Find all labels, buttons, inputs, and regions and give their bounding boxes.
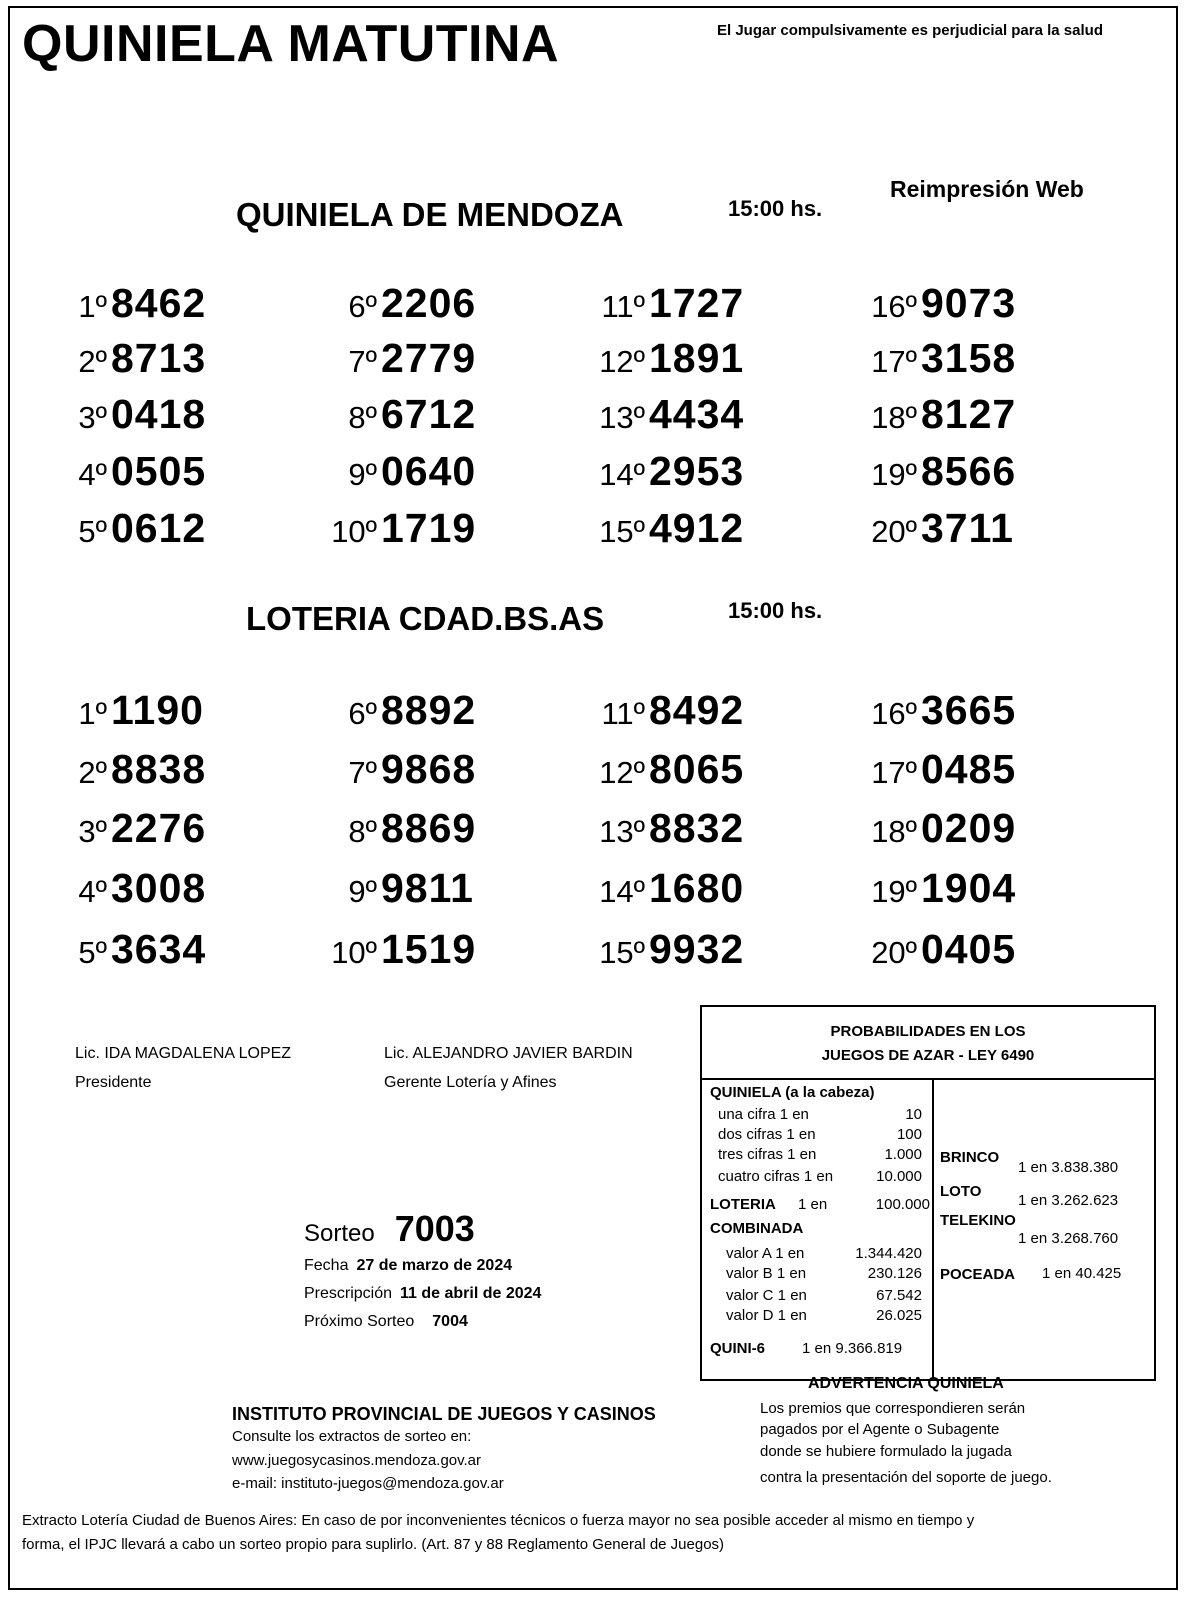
- result-entry: [322, 335, 476, 382]
- result-number: 8566: [921, 448, 1017, 494]
- result-entry: [590, 805, 744, 852]
- quiniela-row-value: 100: [896, 1126, 922, 1143]
- result-number: 8462: [111, 280, 207, 326]
- result-number: 6712: [381, 391, 477, 437]
- result-position: 14º: [599, 874, 645, 909]
- result-number: 9868: [381, 746, 477, 792]
- result-entry: [862, 746, 1016, 793]
- result-entry: [52, 805, 206, 852]
- result-entry: [322, 805, 476, 852]
- advertencia-title: ADVERTENCIA QUINIELA: [808, 1375, 1004, 1392]
- result-position: 6º: [348, 696, 377, 731]
- result-number: 9073: [921, 280, 1017, 326]
- result-position: 6º: [348, 289, 377, 324]
- quini6-value: 1 en 9.366.819: [802, 1340, 903, 1357]
- result-entry: [862, 687, 1016, 734]
- result-position: 8º: [348, 814, 377, 849]
- advertencia-line: pagados por el Agente o Subagente: [760, 1421, 1000, 1438]
- advertencia-line: donde se hubiere formulado la jugada: [760, 1443, 1012, 1460]
- result-entry: [52, 335, 206, 382]
- probabilities-header: [702, 1007, 1154, 1080]
- result-number: 8713: [111, 335, 207, 381]
- result-number: 8838: [111, 746, 207, 792]
- prescripcion-row: [304, 1285, 541, 1303]
- loteria-label: LOTERIA: [710, 1196, 776, 1213]
- result-position: 18º: [871, 814, 917, 849]
- result-position: 4º: [78, 457, 107, 492]
- result-entry: [862, 280, 1016, 327]
- result-entry: [590, 448, 744, 495]
- result-entry: [322, 505, 476, 552]
- loteria-value: 100.000: [875, 1196, 930, 1213]
- result-position: 1º: [78, 289, 107, 324]
- poceada-label: POCEADA: [940, 1266, 1016, 1283]
- result-position: 19º: [871, 457, 917, 492]
- result-entry: [52, 391, 206, 438]
- result-position: 16º: [871, 696, 917, 731]
- result-position: 7º: [348, 344, 377, 379]
- result-number: 3634: [111, 926, 207, 972]
- signature-name: Lic. ALEJANDRO JAVIER BARDIN: [384, 1045, 633, 1062]
- result-entry: [322, 280, 476, 327]
- quiniela-row-label: cuatro cifras 1 en: [718, 1168, 834, 1185]
- result-position: 13º: [599, 814, 645, 849]
- result-number: 2953: [649, 448, 745, 494]
- result-position: 7º: [348, 755, 377, 790]
- result-position: 13º: [599, 400, 645, 435]
- institute-website-link[interactable]: www.juegosycasinos.mendoza.gov.ar: [232, 1452, 482, 1469]
- combinada-row-value: 1.344.420: [855, 1245, 922, 1262]
- quini6-label: QUINI-6: [710, 1340, 766, 1357]
- result-position: 3º: [78, 814, 107, 849]
- result-entry: [862, 505, 1014, 552]
- quiniela-row-label: dos cifras 1 en: [718, 1126, 816, 1143]
- result-number: 8065: [649, 746, 745, 792]
- page-title: QUINIELA MATUTINA: [22, 15, 560, 73]
- section-title-loteria-bsas: LOTERIA CDAD.BS.AS: [246, 600, 605, 637]
- result-entry: [590, 335, 744, 382]
- result-number: 3008: [111, 865, 207, 911]
- probabilities-box: [700, 1005, 1156, 1381]
- result-entry: [862, 805, 1016, 852]
- result-number: 0405: [921, 926, 1017, 972]
- result-number: 8127: [921, 391, 1017, 437]
- result-number: 0485: [921, 746, 1017, 792]
- loto-value: 1 en 3.262.623: [1018, 1192, 1119, 1209]
- result-position: 12º: [599, 344, 645, 379]
- result-entry: [52, 448, 206, 495]
- result-position: 10º: [331, 514, 377, 549]
- result-position: 1º: [78, 696, 107, 731]
- advertencia-line: contra la presentación del soporte de juego.: [760, 1469, 1052, 1486]
- section-time-mendoza: 15:00 hs.: [728, 196, 823, 221]
- telekino-value: 1 en 3.268.760: [1018, 1230, 1119, 1247]
- result-number: 0505: [111, 448, 207, 494]
- result-entry: [590, 505, 744, 552]
- result-number: 1891: [649, 335, 745, 381]
- combinada-row-label: valor C 1 en: [726, 1287, 807, 1304]
- fecha-row: [304, 1257, 512, 1275]
- sorteo-label: Sorteo: [304, 1220, 375, 1247]
- result-position: 17º: [871, 755, 917, 790]
- sorteo-number: 7003: [394, 1208, 475, 1249]
- section-title-mendoza: QUINIELA DE MENDOZA: [236, 196, 624, 233]
- result-number: 3711: [921, 505, 1014, 551]
- result-entry: [862, 448, 1016, 495]
- result-position: 8º: [348, 400, 377, 435]
- result-number: 2779: [381, 335, 477, 381]
- result-entry: [52, 926, 206, 973]
- telekino-label: TELEKINO: [940, 1212, 1016, 1229]
- result-entry: [590, 746, 744, 793]
- result-number: 8892: [381, 687, 477, 733]
- signature-role: Gerente Lotería y Afines: [384, 1074, 557, 1091]
- prescripcion-value: 11 de abril de 2024: [400, 1285, 542, 1302]
- result-number: 1519: [381, 926, 477, 972]
- institute-name: INSTITUTO PROVINCIAL DE JUEGOS Y CASINOS: [232, 1404, 656, 1424]
- quiniela-label: QUINIELA (a la cabeza): [710, 1084, 875, 1101]
- result-position: 9º: [348, 457, 377, 492]
- quiniela-row-value: 10: [905, 1106, 922, 1123]
- loto-label: LOTO: [940, 1183, 982, 1200]
- probabilities-title-line1: PROBABILIDADES EN LOS: [830, 1023, 1026, 1040]
- result-position: 11º: [601, 696, 645, 731]
- result-number: 8492: [649, 687, 745, 733]
- result-number: 9811: [381, 865, 474, 911]
- result-position: 10º: [331, 935, 377, 970]
- brinco-value: 1 en 3.838.380: [1018, 1159, 1119, 1176]
- poceada-value: 1 en 40.425: [1042, 1265, 1122, 1282]
- result-position: 18º: [871, 400, 917, 435]
- combinada-row-value: 26.025: [876, 1307, 922, 1324]
- result-position: 2º: [78, 344, 107, 379]
- combinada-row-label: valor D 1 en: [726, 1307, 807, 1324]
- loteria-en: 1 en: [798, 1196, 828, 1213]
- proximo-row: [304, 1313, 468, 1331]
- result-entry: [52, 505, 206, 552]
- result-number: 4434: [649, 391, 745, 437]
- result-number: 0209: [921, 805, 1017, 851]
- fecha-value: 27 de marzo de 2024: [356, 1257, 513, 1274]
- footer-note-line2: forma, el IPJC llevará a cabo un sorteo propio para suplirlo. (Art. 87 y 88 Reglamento General de Juegos): [22, 1536, 725, 1553]
- result-entry: [322, 687, 476, 734]
- combinada-row-value: 230.126: [867, 1265, 922, 1282]
- result-position: 2º: [78, 755, 107, 790]
- result-entry: [52, 865, 206, 912]
- prescripcion-label: Prescripción: [304, 1285, 393, 1302]
- combinada-row-value: 67.542: [876, 1287, 922, 1304]
- result-number: 2276: [111, 805, 207, 851]
- result-number: 8832: [649, 805, 745, 851]
- result-position: 5º: [78, 935, 107, 970]
- result-entry: [862, 865, 1016, 912]
- quiniela-row-label: tres cifras 1 en: [718, 1146, 817, 1163]
- result-entry: [52, 280, 206, 327]
- result-position: 15º: [599, 935, 645, 970]
- result-number: 4912: [649, 505, 745, 551]
- proximo-value: 7004: [432, 1313, 468, 1330]
- advertencia-line: Los premios que correspondieren serán: [760, 1400, 1026, 1417]
- result-number: 9932: [649, 926, 745, 972]
- section-time-loteria-bsas: 15:00 hs.: [728, 598, 823, 623]
- result-number: 3158: [921, 335, 1017, 381]
- quiniela-row-value: 1.000: [884, 1146, 922, 1163]
- combinada-label: COMBINADA: [710, 1220, 804, 1237]
- combinada-row-label: valor B 1 en: [726, 1265, 807, 1282]
- result-entry: [590, 687, 744, 734]
- health-warning: El Jugar compulsivamente es perjudicial para la salud: [717, 22, 1103, 39]
- result-position: 3º: [78, 400, 107, 435]
- quiniela-row-value: 10.000: [876, 1168, 922, 1185]
- result-entry: [862, 391, 1016, 438]
- result-entry: [590, 926, 744, 973]
- combinada-row-label: valor A 1 en: [726, 1245, 805, 1262]
- probabilities-title-line2: JUEGOS DE AZAR - LEY 6490: [821, 1047, 1035, 1064]
- institute-email-link[interactable]: e-mail: instituto-juegos@mendoza.gov.ar: [232, 1475, 504, 1492]
- result-entry: [322, 746, 476, 793]
- proximo-label: Próximo Sorteo: [304, 1313, 415, 1330]
- quiniela-row-label: una cifra 1 en: [718, 1106, 809, 1123]
- result-position: 20º: [871, 935, 917, 970]
- result-position: 5º: [78, 514, 107, 549]
- result-position: 17º: [871, 344, 917, 379]
- result-entry: [862, 926, 1016, 973]
- result-position: 4º: [78, 874, 107, 909]
- result-entry: [322, 926, 476, 973]
- result-position: 14º: [599, 457, 645, 492]
- result-number: 3665: [921, 687, 1017, 733]
- result-number: 1904: [921, 865, 1017, 911]
- result-entry: [590, 280, 744, 327]
- result-position: 12º: [599, 755, 645, 790]
- result-number: 1727: [649, 280, 745, 326]
- brinco-label: BRINCO: [940, 1149, 1000, 1166]
- signature-name: Lic. IDA MAGDALENA LOPEZ: [75, 1045, 292, 1062]
- result-entry: [322, 865, 474, 912]
- result-number: 1190: [111, 687, 204, 733]
- result-number: 1719: [381, 505, 477, 551]
- result-position: 9º: [348, 874, 377, 909]
- sorteo-block: [304, 1208, 475, 1250]
- result-entry: [52, 687, 204, 734]
- result-number: 8869: [381, 805, 477, 851]
- result-entry: [590, 391, 744, 438]
- probabilities-divider: [932, 1080, 934, 1381]
- reprint-label: Reimpresión Web: [890, 176, 1084, 202]
- footer-note-line1: Extracto Lotería Ciudad de Buenos Aires: En caso de por inconvenientes técnicos o fuerza mayor no sea posible acceder al mismo en tiempo y: [22, 1512, 975, 1529]
- result-number: 0640: [381, 448, 477, 494]
- result-position: 15º: [599, 514, 645, 549]
- result-position: 16º: [871, 289, 917, 324]
- result-position: 20º: [871, 514, 917, 549]
- result-entry: [862, 335, 1016, 382]
- result-number: 1680: [649, 865, 745, 911]
- result-number: 0418: [111, 391, 207, 437]
- result-position: 11º: [601, 289, 645, 324]
- signature-role: Presidente: [75, 1074, 152, 1091]
- result-position: 19º: [871, 874, 917, 909]
- result-entry: [322, 391, 476, 438]
- result-number: 2206: [381, 280, 477, 326]
- fecha-label: Fecha: [304, 1257, 349, 1274]
- institute-consult: Consulte los extractos de sorteo en:: [232, 1428, 472, 1445]
- result-entry: [322, 448, 476, 495]
- result-entry: [590, 865, 744, 912]
- result-entry: [52, 746, 206, 793]
- result-number: 0612: [111, 505, 207, 551]
